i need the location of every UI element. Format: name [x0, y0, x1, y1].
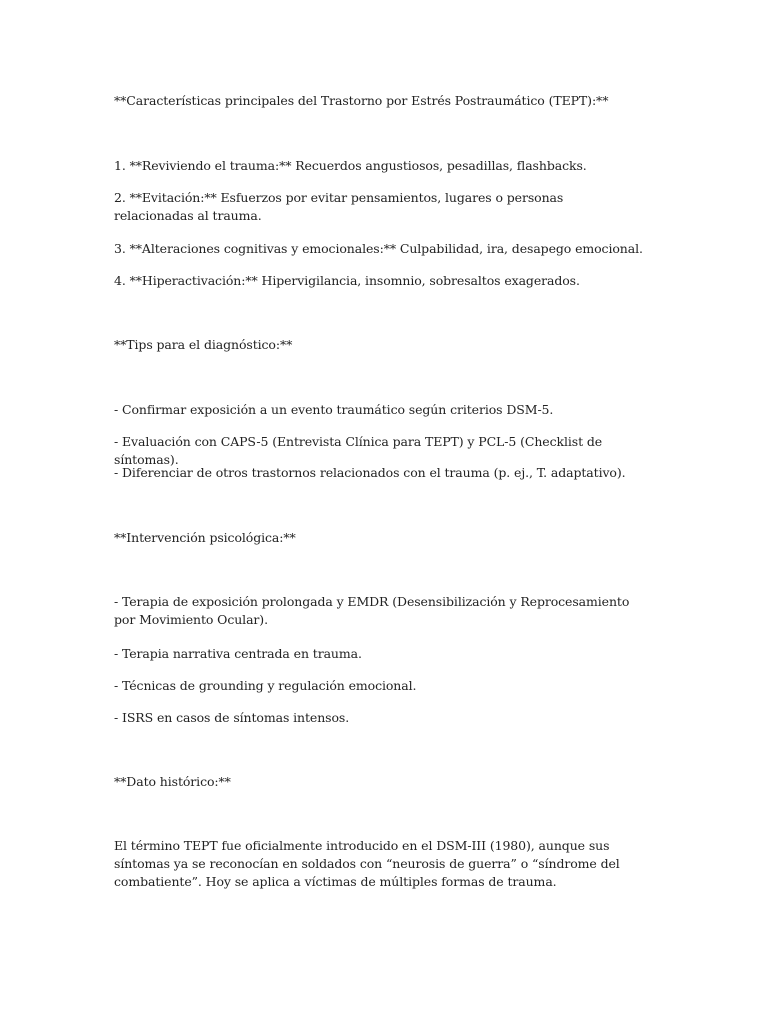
feature-item-2: 2. **Evitación:** Esfuerzos por evitar pensamientos, lugares o personas relacionadas al trauma. [114, 190, 564, 223]
history-paragraph: El término TEPT fue oficialmente introducido en el DSM-III (1980), aunque sus síntomas ya se reconocían en soldados con “neurosis de guerra” o “síndrome del combatiente”. Hoy se aplica a víctimas de múltiples formas de trauma. [114, 838, 620, 889]
tip-item-3: - Diferenciar de otros trastornos relacionados con el trauma (p. ej., T. adaptativo). [114, 465, 626, 480]
intervention-item-2: - Terapia narrativa centrada en trauma. [114, 646, 362, 661]
intervention-item-4: - ISRS en casos de síntomas intensos. [114, 710, 350, 725]
heading-dato-historico: **Dato histórico:** [114, 774, 231, 789]
intervention-item-3: - Técnicas de grounding y regulación emocional. [114, 678, 417, 693]
feature-item-1: 1. **Reviviendo el trauma:** Recuerdos angustiosos, pesadillas, flashbacks. [114, 158, 587, 173]
heading-tips: **Tips para el diagnóstico:** [114, 337, 293, 352]
tip-item-2: - Evaluación con CAPS-5 (Entrevista Clínica para TEPT) y PCL-5 (Checklist de síntomas). [114, 434, 603, 467]
tip-item-1: - Confirmar exposición a un evento traumático según criterios DSM-5. [114, 402, 554, 417]
feature-item-3: 3. **Alteraciones cognitivas y emocionales:** Culpabilidad, ira, desapego emocional. [114, 241, 643, 256]
heading-intervencion: **Intervención psicológica:** [114, 530, 296, 545]
feature-item-4: 4. **Hiperactivación:** Hipervigilancia, insomnio, sobresaltos exagerados. [114, 273, 580, 288]
heading-caracteristicas: **Características principales del Trastorno por Estrés Postraumático (TEPT):** [114, 93, 609, 108]
intervention-item-1: - Terapia de exposición prolongada y EMDR (Desensibilización y Reprocesamiento por Movimiento Ocular). [114, 594, 630, 627]
